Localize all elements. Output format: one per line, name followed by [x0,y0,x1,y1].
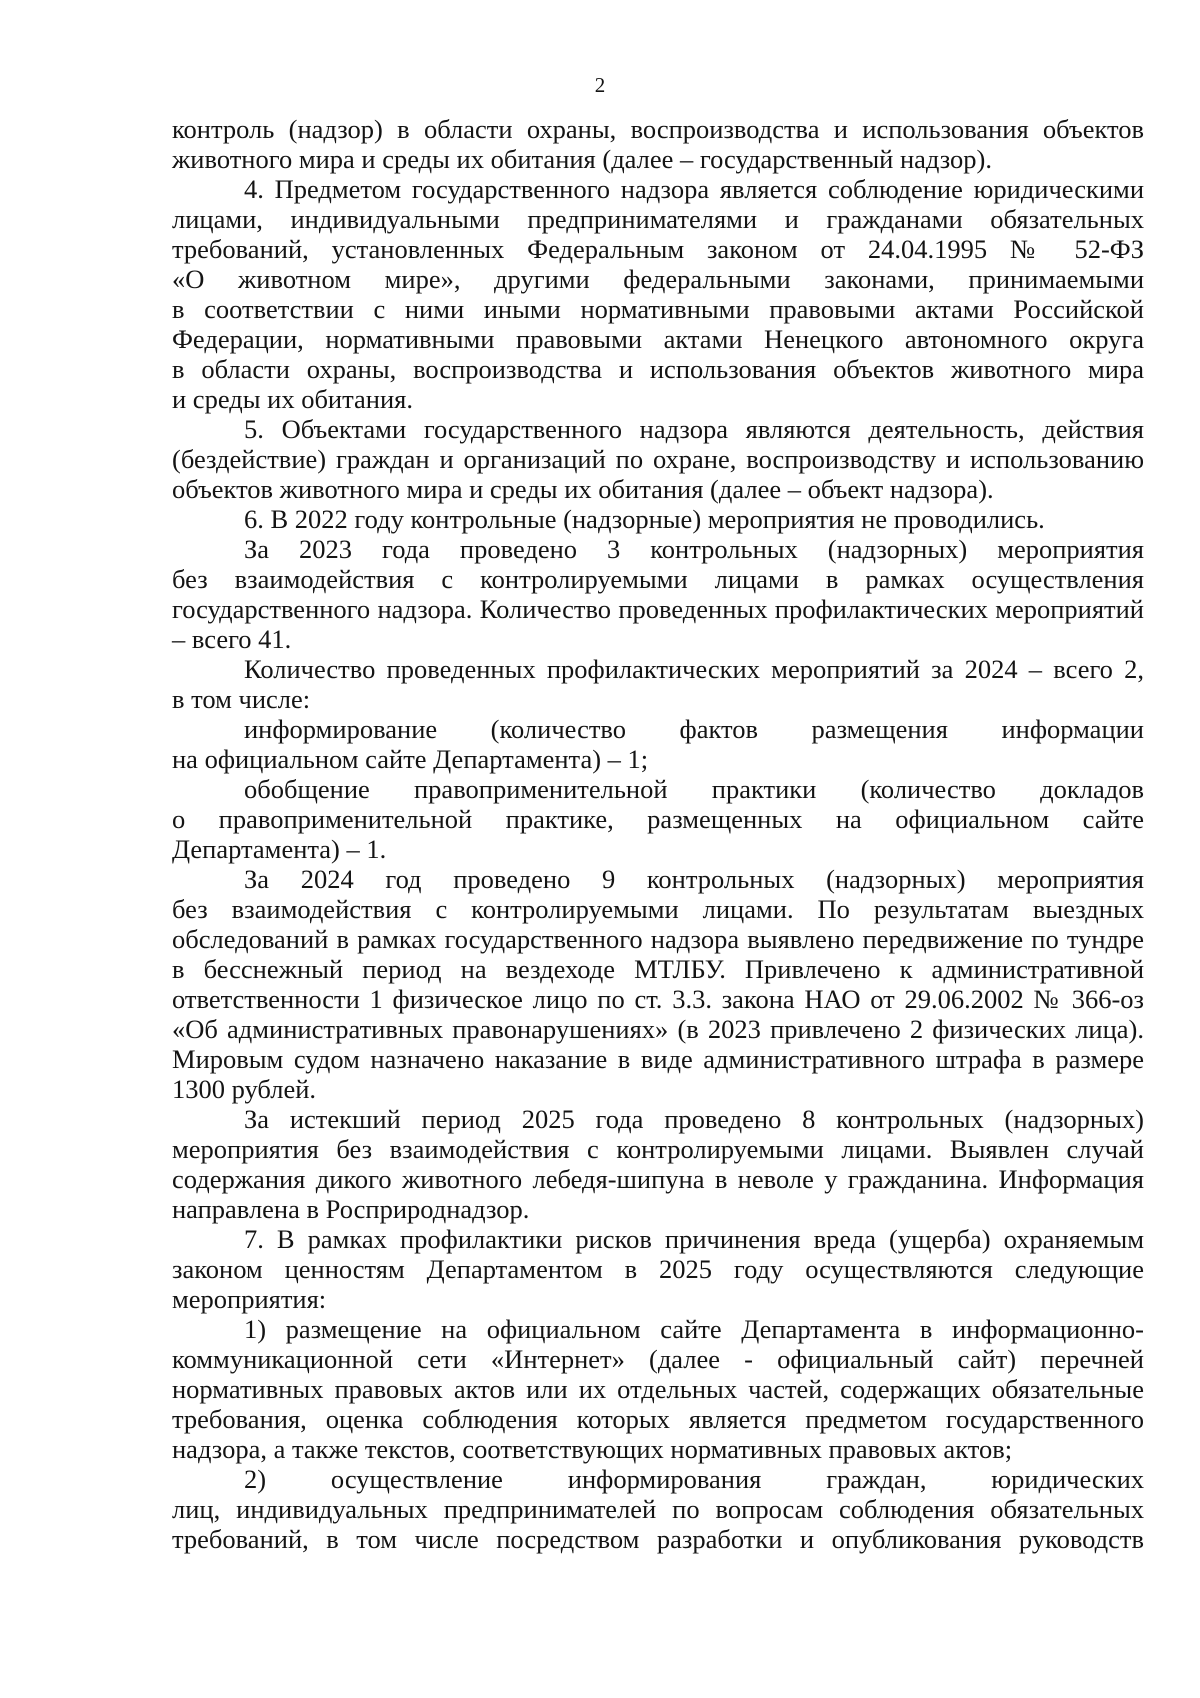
text-line: (бездействие) граждан и организаций по охране, воспроизводству и использованию [172,444,1144,474]
text-line: и среды их обитания. [172,384,413,414]
text-line: требований, в том числе посредством разработки и опубликования руководств [172,1524,1144,1554]
text-line: 7. В рамках профилактики рисков причинения вреда (ущерба) охраняемым [244,1224,1144,1254]
text-line: нормативных правовых актов или их отдельных частей, содержащих обязательные [172,1374,1144,1404]
text-line: обобщение правоприменительной практики (количество докладов [244,774,1144,804]
text-line: контроль (надзор) в области охраны, воспроизводства и использования объектов [172,114,1144,144]
text-line: Количество проведенных профилактических мероприятий за 2024 – всего 2, [244,654,1144,684]
text-line: объектов животного мира и среды их обитания (далее – объект надзора). [172,474,994,504]
text-line: За 2023 года проведено 3 контрольных (надзорных) мероприятия [244,534,1144,564]
text-line: направлена в Росприроднадзор. [172,1194,530,1224]
text-line: в бесснежный период на вездеходе МТЛБУ. Привлечено к административной [172,954,1144,984]
text-line: 1) размещение на официальном сайте Департамента в информационно- [244,1314,1144,1344]
text-line: обследований в рамках государственного надзора выявлено передвижение по тундре [172,924,1144,954]
text-line: 1300 рублей. [172,1074,317,1104]
text-line: информирование (количество фактов размещения информации [244,714,1144,744]
text-line: – всего 41. [172,624,292,654]
text-line: «О животном мире», другими федеральными законами, принимаемыми [172,264,1144,294]
text-line: Федерации, нормативными правовыми актами Ненецкого автономного округа [172,324,1144,354]
text-line: коммуникационной сети «Интернет» (далее - официальный сайт) перечней [172,1344,1144,1374]
text-line: в области охраны, воспроизводства и использования объектов животного мира [172,354,1144,384]
text-line: лиц, индивидуальных предпринимателей по вопросам соблюдения обязательных [172,1494,1144,1524]
text-line: Департамента) – 1. [172,834,387,864]
text-line: лицами, индивидуальными предпринимателями и гражданами обязательных [172,204,1144,234]
text-line: надзора, а также текстов, соответствующих нормативных правовых актов; [172,1434,1013,1464]
text-line: без взаимодействия с контролируемыми лицами. По результатам выездных [172,894,1144,924]
text-line: Мировым судом назначено наказание в виде административного штрафа в размере [172,1044,1144,1074]
document-body [172,114,1144,1554]
text-line: содержания дикого животного лебедя-шипуна в неволе у гражданина. Информация [172,1164,1144,1194]
text-line: государственного надзора. Количество проведенных профилактических мероприятий [172,594,1144,624]
text-line: 4. Предметом государственного надзора является соблюдение юридическими [244,174,1144,204]
text-line: на официальном сайте Департамента) – 1; [172,744,649,774]
text-line: За 2024 год проведено 9 контрольных (надзорных) мероприятия [244,864,1144,894]
text-line: без взаимодействия с контролируемыми лицами в рамках осуществления [172,564,1144,594]
text-line: мероприятия без взаимодействия с контролируемыми лицами. Выявлен случай [172,1134,1144,1164]
text-line: законом ценностям Департаментом в 2025 году осуществляются следующие [172,1254,1144,1284]
text-line: животного мира и среды их обитания (далее – государственный надзор). [172,144,992,174]
text-line: требований, установленных Федеральным законом от 24.04.1995 № 52-ФЗ [172,234,1144,264]
text-line: ответственности 1 физическое лицо по ст. 3.3. закона НАО от 29.06.2002 № 366-оз [172,984,1144,1014]
text-line: 2) осуществление информирования граждан, юридических [244,1464,1144,1494]
text-line: о правоприменительной практике, размещенных на официальном сайте [172,804,1144,834]
text-line: требования, оценка соблюдения которых является предметом государственного [172,1404,1144,1434]
text-line: 5. Объектами государственного надзора являются деятельность, действия [244,414,1144,444]
text-line: 6. В 2022 году контрольные (надзорные) мероприятия не проводились. [244,504,1045,534]
text-line: За истекший период 2025 года проведено 8 контрольных (надзорных) [244,1104,1144,1134]
text-line: в соответствии с ними иными нормативными правовыми актами Российской [172,294,1144,324]
text-line: мероприятия: [172,1284,327,1314]
page-number: 2 [594,73,606,97]
text-line: в том числе: [172,684,311,714]
text-line: «Об административных правонарушениях» (в 2023 привлечено 2 физических лица). [172,1014,1144,1044]
